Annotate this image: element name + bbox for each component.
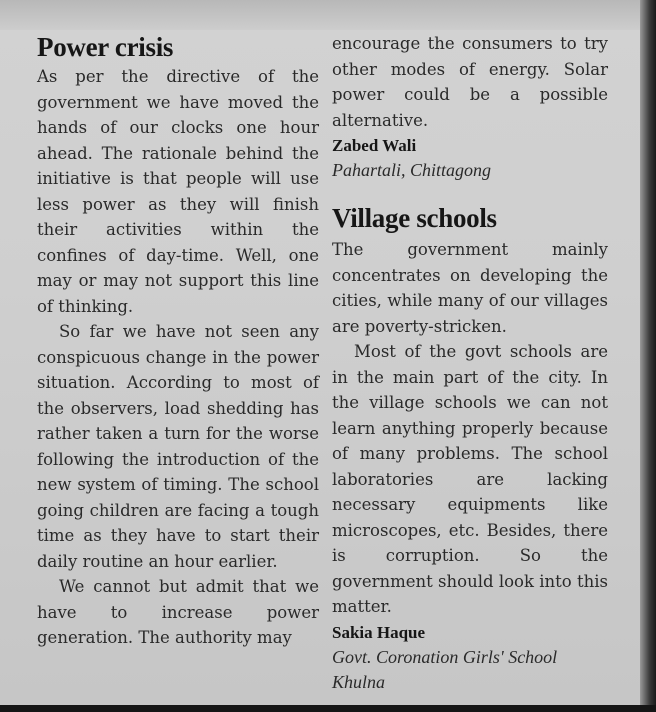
letter2-author: Sakia Haque [332, 622, 426, 642]
letter-title-power-crisis: Power crisis [37, 32, 174, 62]
letter1-paragraph-2: So far we have not seen any conspicuous change in the power situation. According to most of the observers, load shedding has rather taken a turn for the worse following the introduction of the new system of timing. The school going children are facing a tough time as they have to start their daily routine an hour earlier. [37, 322, 319, 571]
letter1-location: Pahartali, Chittagong [332, 160, 492, 180]
letter1-paragraph-3-continued: encourage the consumers to try other modes of energy. Solar power could be a possible alternative. [332, 34, 608, 130]
letter1-paragraph-1: As per the directive of the government we have moved the hands of our clocks one hour ahead. The rationale behind the initiative is that people will use less power as they will finish their activities within the confines of day-time. Well, one may or may not support this line of thinking. [37, 67, 319, 316]
right-column [332, 31, 608, 695]
letter1-author: Zabed Wali [332, 136, 417, 155]
letter1-paragraph-3-start: We cannot but admit that we have to increase power generation. The authority may [37, 577, 319, 647]
letter2-location-school: Govt. Coronation Girls' School [332, 646, 558, 667]
letter2-paragraph-1: The government mainly concentrates on developing the cities, while many of our villages are poverty-stricken. [332, 240, 608, 336]
letter2-location-city: Khulna [332, 671, 386, 692]
page-bottom-edge [0, 705, 656, 712]
page-edge-shadow [640, 0, 656, 712]
top-strip [0, 0, 640, 30]
letter-title-village-schools: Village schools [332, 203, 497, 233]
left-column [37, 30, 319, 651]
letter2-paragraph-2: Most of the govt schools are in the main part of the city. In the village schools we can not learn anything properly because of many problems. The school laboratories are lacking necessary equipments like microscopes, etc. Besides, there is corruption. So the government should look into this matter. [332, 342, 608, 616]
